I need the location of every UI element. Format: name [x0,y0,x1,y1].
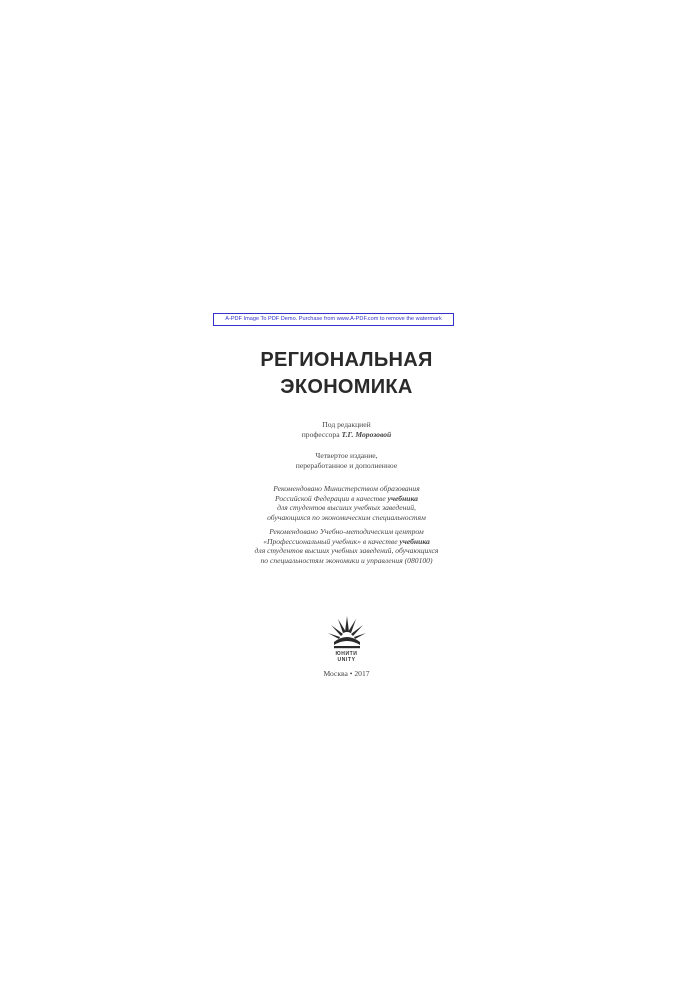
editor-name: Т.Г. Морозовой [341,429,392,439]
recommendation-ministry [0,484,693,522]
rec1-line-2 [0,494,693,504]
publisher-name-ru: ЮНИТИ [335,651,358,657]
rec1-line-4: обучающихся по экономическим специальностям [267,512,426,522]
rec2-line-1: Рекомендовано Учебно-методическим центром [269,527,424,536]
rec1-line-2-text: Российской Федерации в качестве [275,493,388,503]
edition-line-2: переработанное и дополненное [295,460,398,470]
city-year: Москва • 2017 [323,669,370,678]
rec1-line-3: для студентов высших учебных заведений, [277,503,416,512]
watermark-banner: A-PDF Image To PDF Demo. Purchase from www.A-PDF.com to remove the watermark [213,313,454,326]
rec2-line-3: для студентов высших учебных заведений, обучающихся [254,546,439,555]
book-title-line-2: ЭКОНОМИКА [280,376,413,398]
rec1-line-1: Рекомендовано Министерством образования [273,484,420,493]
edition-line-1: Четвертое издание, [315,451,378,460]
rec1-line-2-bold: учебника [387,493,418,503]
publisher-name-en: UNITY [337,657,356,663]
rec2-line-2-text: «Профессиональный учебник» в качестве [263,536,400,546]
rec2-line-2 [0,537,693,547]
editor-block [0,420,693,439]
editor-line-1: Под редакцией [322,420,371,429]
rec2-line-4: по специальностям экономики и управления (080100) [260,555,433,565]
edition-block [0,451,693,470]
editor-line-2 [0,430,693,440]
book-title-line-1: РЕГИОНАЛЬНАЯ [260,349,433,371]
editor-prefix: профессора [301,429,342,439]
rec2-line-2-bold: учебника [399,536,430,546]
recommendation-umc [0,527,693,565]
